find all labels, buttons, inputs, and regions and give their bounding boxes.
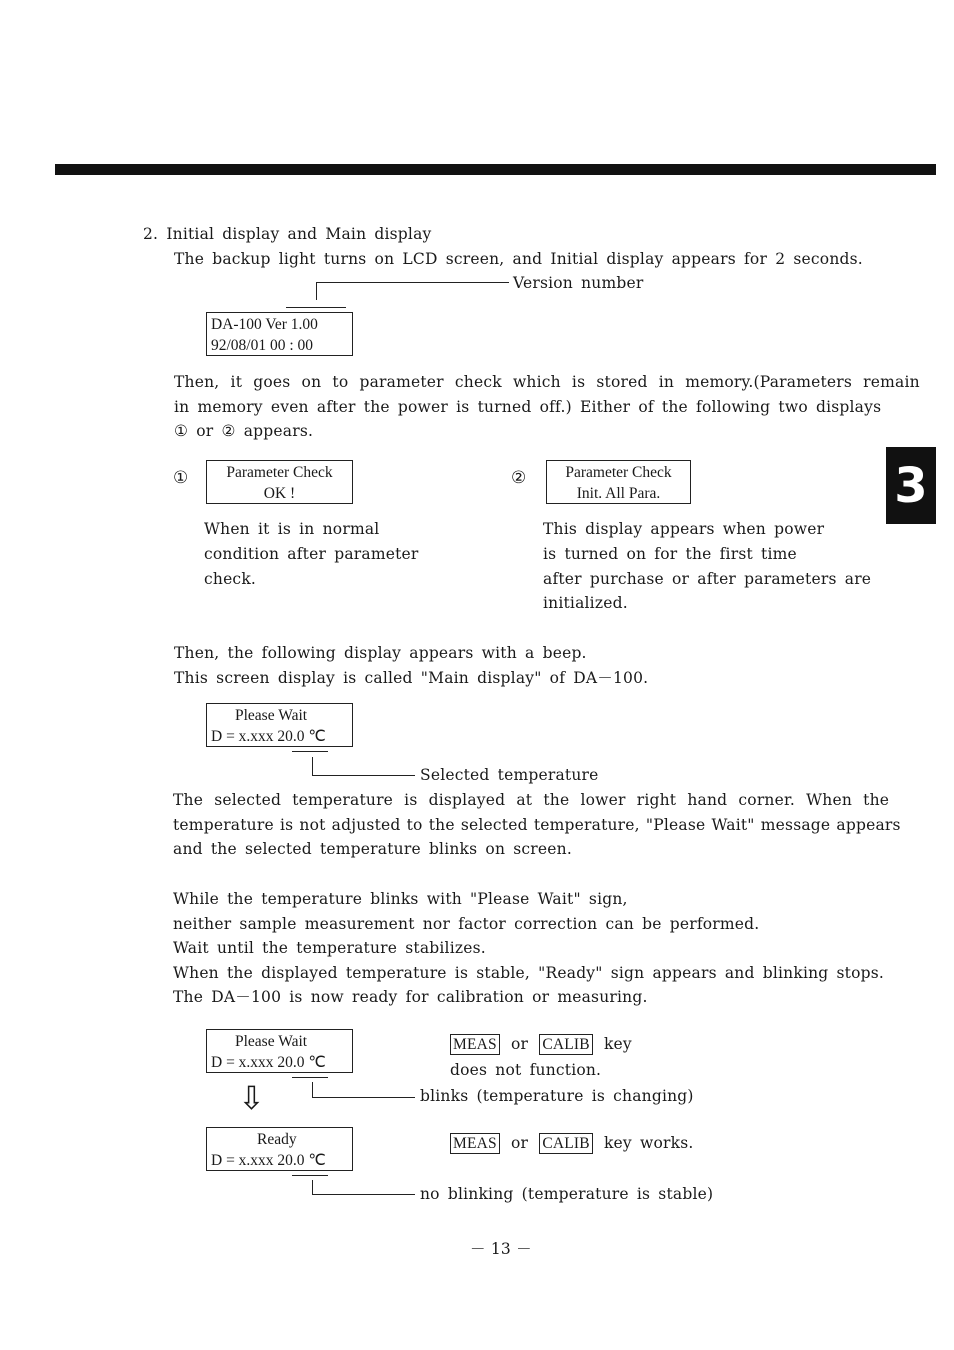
display2-desc-2: is turned on for the first time xyxy=(543,545,797,563)
main-lcd-line2: D = x.xxx 20.0 ℃ xyxy=(211,728,326,745)
main-display-line1: Then, the following display appears with a beep. xyxy=(174,644,587,662)
wait-leader-h xyxy=(312,1097,415,1098)
section-heading: 2. Initial display and Main display xyxy=(143,225,432,243)
initial-lcd xyxy=(206,312,353,356)
ready-lcd-line1: Ready xyxy=(257,1131,297,1148)
main-lcd-line1: Please Wait xyxy=(235,707,308,724)
ready-or-text: or xyxy=(511,1134,529,1152)
initial-lcd-line1: DA-100 Ver 1.00 xyxy=(211,316,318,333)
wait-lcd xyxy=(206,1029,353,1073)
ready-keys-row xyxy=(450,1133,693,1154)
blink-line-3: Wait until the temperature stabilizes. xyxy=(173,939,486,957)
display2-lcd-line2: Init. All Para. xyxy=(576,485,661,502)
display1-lcd xyxy=(206,460,353,504)
wait-bracket xyxy=(292,1077,328,1078)
no-function-text: does not function. xyxy=(450,1061,602,1079)
temp-leader-h xyxy=(312,775,415,776)
page-number: － 13 － xyxy=(470,1240,532,1258)
wait-keys-row xyxy=(450,1034,632,1055)
ready-leader-h xyxy=(312,1194,415,1195)
version-label: Version number xyxy=(513,274,644,292)
main-display-line2: This screen display is called "Main display" of DA－100. xyxy=(174,669,649,687)
chapter-tab xyxy=(886,447,936,524)
temp-bracket xyxy=(292,751,328,752)
calib-key-ready: CALIB xyxy=(539,1133,593,1154)
main-para-2: temperature is not adjusted to the selected temperature, "Please Wait" message appears xyxy=(173,816,901,834)
ready-bracket xyxy=(292,1175,328,1176)
blink-line-5: The DA－100 is now ready for calibration or measuring. xyxy=(173,988,648,1006)
down-arrow-icon: ⇩ xyxy=(238,1079,265,1117)
wait-key-text: key xyxy=(603,1035,632,1053)
main-para-1: The selected temperature is displayed at the lower right hand corner. When the xyxy=(173,791,890,809)
temp-leader-v xyxy=(312,757,313,776)
display2-desc-1: This display appears when power xyxy=(543,520,825,538)
meas-key: MEAS xyxy=(450,1034,500,1055)
display2-lcd xyxy=(546,460,691,504)
wait-lcd-line1: Please Wait xyxy=(235,1033,308,1050)
version-bracket xyxy=(286,307,346,308)
blink-line-1: While the temperature blinks with "Please Wait" sign, xyxy=(173,890,628,908)
display2-desc-3: after purchase or after parameters are xyxy=(543,570,872,588)
param-text-line1: Then, it goes on to parameter check which is stored in memory.(Parameters remain xyxy=(174,373,920,391)
display2-desc-4: initialized. xyxy=(543,594,628,612)
display1-desc-2: condition after parameter xyxy=(204,545,419,563)
ready-lcd-line2: D = x.xxx 20.0 ℃ xyxy=(211,1152,326,1169)
display1-lcd-line2: OK ! xyxy=(263,485,296,502)
wait-leader-v xyxy=(312,1082,313,1098)
main-lcd xyxy=(206,703,353,747)
version-leader-h xyxy=(316,282,509,283)
initial-lcd-line2: 92/08/01 00 : 00 xyxy=(211,337,314,354)
intro-text: The backup light turns on LCD screen, and Initial display appears for 2 seconds. xyxy=(174,250,863,268)
display2-lcd-line1: Parameter Check xyxy=(565,464,672,481)
version-leader-v xyxy=(316,282,317,300)
display1-lcd-line1: Parameter Check xyxy=(226,464,333,481)
works-text: key works. xyxy=(603,1134,694,1152)
display1-desc-3: check. xyxy=(204,570,257,588)
chapter-number: 3 xyxy=(894,457,928,514)
header-rule xyxy=(55,164,936,175)
blink-line-2: neither sample measurement nor factor correction can be performed. xyxy=(173,915,760,933)
stable-label: no blinking (temperature is stable) xyxy=(420,1185,714,1203)
blink-line-4: When the displayed temperature is stable, "Ready" sign appears and blinking stops. xyxy=(173,964,885,982)
main-para-3: and the selected temperature blinks on screen. xyxy=(173,840,572,858)
display1-marker: ① xyxy=(173,468,189,488)
wait-or-text: or xyxy=(511,1035,529,1053)
calib-key: CALIB xyxy=(539,1034,593,1055)
param-text-line3: ① or ② appears. xyxy=(174,422,314,440)
display2-marker: ② xyxy=(511,468,527,488)
temp-label: Selected temperature xyxy=(420,766,599,784)
blinks-label: blinks (temperature is changing) xyxy=(420,1087,694,1105)
ready-leader-v xyxy=(312,1180,313,1195)
wait-lcd-line2: D = x.xxx 20.0 ℃ xyxy=(211,1054,326,1071)
param-text-line2: in memory even after the power is turned off.) Either of the following two displays xyxy=(174,398,882,416)
meas-key-ready: MEAS xyxy=(450,1133,500,1154)
display1-desc-1: When it is in normal xyxy=(204,520,380,538)
ready-lcd xyxy=(206,1127,353,1171)
